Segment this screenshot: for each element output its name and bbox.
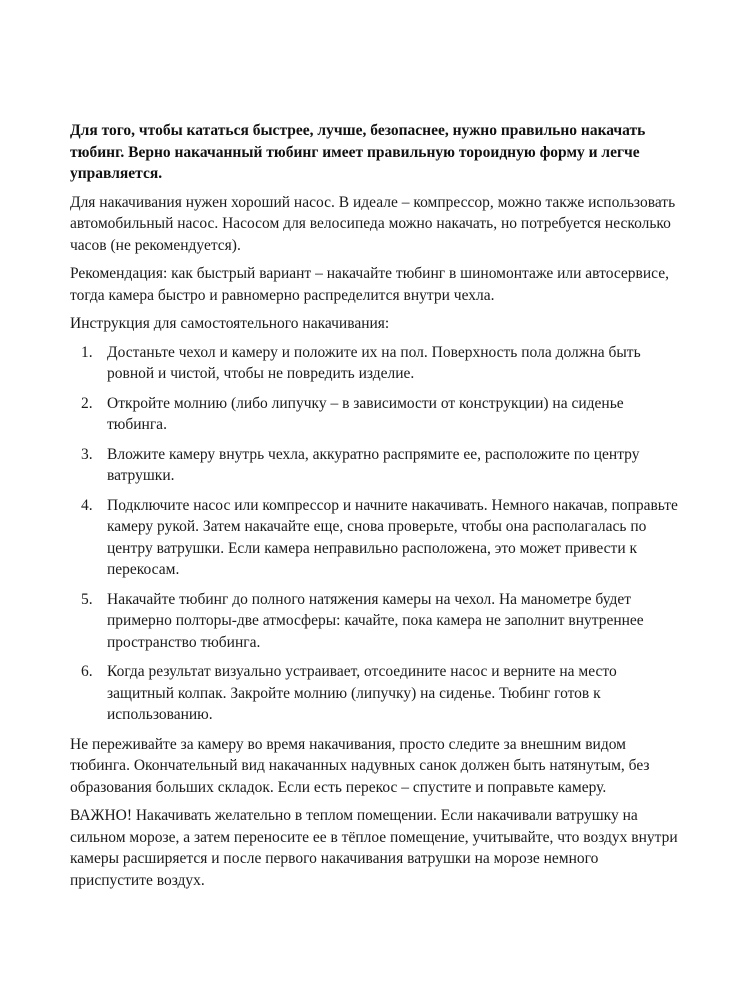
list-item-number: 3.: [81, 445, 93, 463]
list-item: [81, 342, 682, 385]
list-item-number: 6.: [81, 663, 93, 680]
list-item-text: Подключите насос или компрессор и начните накачивать. Немного накачав, поправьте камеру рукой. Затем накачайте еще, снова проверьте, чтобы она располагалась по центру ватрушки. Если камера неправильно расположена, это может привести к перекосам.: [107, 496, 678, 578]
list-item-text: Достаньте чехол и камеру и положите их на пол. Поверхность пола должна быть ровной и чистой, чтобы не повредить изделие.: [107, 343, 641, 382]
instructions-heading: Инструкция для самостоятельного накачивания:: [70, 315, 390, 332]
list-item: [81, 589, 682, 654]
list-item: [81, 661, 682, 726]
list-item-text: Когда результат визуально устраивает, отсоедините насос и верните на место защитный колпак. Закройте молнию (липучку) на сиденье. Тюбинг готов к использованию.: [107, 663, 617, 723]
pump-paragraph: Для накачивания нужен хороший насос. В идеале – компрессор, можно также использовать автомобильный насос. Насосом для велосипеда можно накачать, но потребуется несколько часов (не рекомендуется).: [70, 193, 676, 254]
intro-paragraph: Для того, чтобы кататься быстрее, лучше, безопаснее, нужно правильно накачать тюбинг. Верно накачанный тюбинг имеет правильную тороидную форму и легче управляется.: [70, 122, 646, 182]
list-item-number: 4.: [81, 496, 93, 514]
list-item-number: 1.: [81, 343, 93, 361]
list-item-number: 5.: [81, 590, 93, 608]
list-item-text: Накачайте тюбинг до полного натяжения камеры на чехол. На манометре будет примерно полторы-две атмосферы: качайте, пока камера не заполнит внутреннее пространство тюбинга.: [107, 590, 644, 651]
instructions-list: [70, 342, 682, 726]
dont-worry-paragraph: Не переживайте за камеру во время накачивания, просто следите за внешним видом тюбинга. Окончательный вид накачанных надувных санок должен быть натянутым, без образования больших складок. Если есть перекос – спустите и поправьте камеру.: [70, 735, 650, 796]
list-item: [81, 495, 682, 581]
list-item-text: Вложите камеру внутрь чехла, аккуратно распрямите ее, расположите по центру ватрушки.: [107, 445, 640, 484]
list-item-number: 2.: [81, 394, 93, 412]
list-item: [81, 393, 682, 436]
list-item: [81, 444, 682, 487]
important-paragraph: ВАЖНО! Накачивать желательно в теплом помещении. Если накачивали ватрушку на сильном морозе, а затем переносите ее в тёплое помещение, учитывайте, что воздух внутри камеры расширяется и после первого накачивания ватрушки на морозе немного приспустите воздух.: [70, 807, 678, 889]
list-item-text: Откройте молнию (либо липучку – в зависимости от конструкции) на сиденье тюбинга.: [107, 394, 624, 433]
document-body: [70, 120, 682, 891]
recommendation-paragraph: Рекомендация: как быстрый вариант – накачайте тюбинг в шиномонтаже или автосервисе, тогда камера быстро и равномерно распределится внутри чехла.: [70, 265, 669, 304]
